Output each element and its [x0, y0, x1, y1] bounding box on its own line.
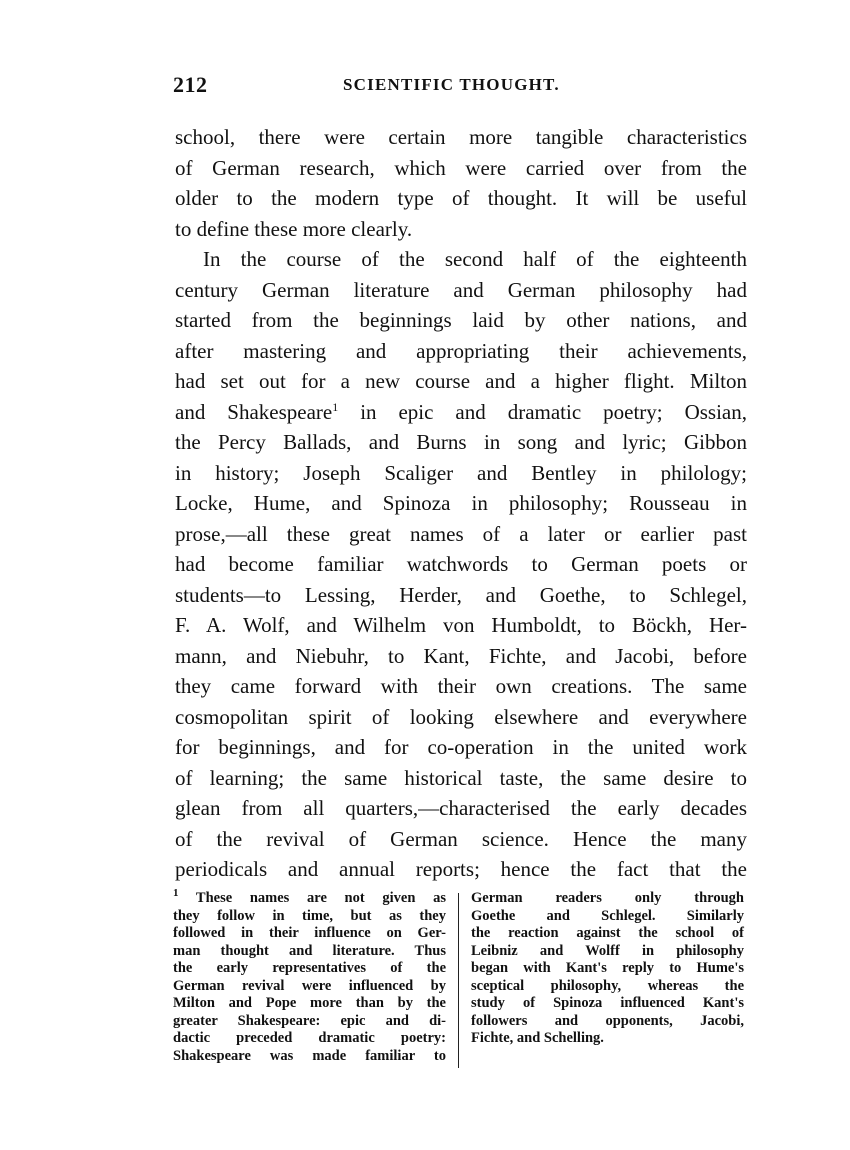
footnote-column-left — [173, 887, 446, 1065]
footnote-line — [173, 887, 446, 908]
footnote-line: Fichte, and Schelling. — [471, 1030, 604, 1046]
running-title: SCIENTIFIC THOUGHT. — [343, 75, 560, 94]
footnote-line: followers and opponents, Jacobi, — [471, 1012, 744, 1029]
footnote-line: Goethe and Schlegel. Similarly — [471, 907, 744, 924]
footnote-line: man thought and literature. Thus — [173, 942, 446, 959]
body-line-start: and Shakespeare — [175, 399, 333, 424]
body-line: for beginnings, and for co-operation in the united work — [175, 735, 747, 759]
body-line: of learning; the same historical taste, the same desire to — [175, 765, 747, 790]
footnote-line-text: These names are not given as — [178, 890, 446, 906]
footnote-line: German readers only through — [471, 890, 744, 906]
footnote-line: began with Kant's reply to Hume's — [471, 960, 744, 976]
body-line: Locke, Hume, and Spinoza in philosophy; Rousseau in — [175, 491, 747, 515]
body-line: in history; Joseph Scaliger and Bentley in philology; — [175, 460, 747, 485]
footnote-line: followed in their influence on Ger- — [173, 925, 446, 941]
footnote-line: German revival were influenced by — [173, 977, 446, 994]
body-line: the Percy Ballads, and Burns in song and lyric; Gibbon — [175, 430, 747, 454]
body-line: glean from all quarters,—characterised the early decades — [175, 796, 747, 820]
footnote-line: study of Spinoza influenced Kant's — [471, 995, 744, 1011]
footnote-line: Leibniz and Wolff in philosophy — [471, 942, 744, 959]
body-line: started from the beginnings laid by other nations, and — [175, 308, 747, 332]
body-line: of the revival of German science. Hence the many — [175, 826, 747, 851]
body-line: periodicals and annual reports; hence the fact that the — [175, 857, 747, 881]
footnote-line: they follow in time, but as they — [173, 907, 446, 924]
body-line: after mastering and appropriating their achievements, — [175, 338, 747, 363]
body-line: had set out for a new course and a higher flight. Milton — [175, 369, 747, 393]
footnotes — [173, 887, 747, 1075]
footnote-line: greater Shakespeare: epic and di- — [173, 1012, 446, 1029]
body-line: mann, and Niebuhr, to Kant, Fichte, and Jacobi, before — [175, 643, 747, 668]
body-line: older to the modern type of thought. It will be useful — [175, 186, 747, 210]
footnote-reference: 1 — [332, 399, 339, 414]
body-line: of German research, which were carried over from the — [175, 155, 747, 180]
paragraph-start-line: In the course of the second half of the eighteenth — [203, 247, 747, 271]
body-line: prose,—all these great names of a later or earlier past — [175, 521, 747, 546]
footnote-line: the reaction against the school of — [471, 925, 744, 941]
body-line: century German literature and German philosophy had — [175, 277, 747, 302]
column-divider — [458, 893, 459, 1068]
running-head — [173, 72, 747, 102]
footnote-line: Milton and Pope more than by the — [173, 995, 446, 1011]
footnote-marker: 1 — [173, 887, 179, 900]
body-line: students—to Lessing, Herder, and Goethe, to Schlegel, — [175, 582, 747, 607]
page-number: 212 — [173, 72, 208, 97]
body-line: cosmopolitan spirit of looking elsewhere and everywhere — [175, 704, 747, 729]
footnote-column-right — [471, 890, 744, 1048]
footnote-line: the early representatives of the — [173, 960, 446, 976]
body-line-end: in epic and dramatic poetry; Ossian, — [338, 399, 747, 424]
footnote-line: Shakespeare was made familiar to — [173, 1047, 446, 1064]
body-line: F. A. Wolf, and Wilhelm von Humboldt, to Böckh, Her- — [175, 613, 747, 637]
body-line: school, there were certain more tangible characteristics — [175, 125, 747, 149]
body-line-with-footnote-ref — [175, 397, 747, 428]
body-text — [175, 122, 747, 885]
body-line: had become familiar watchwords to German poets or — [175, 552, 747, 576]
footnote-line: sceptical philosophy, whereas the — [471, 977, 744, 994]
body-line: to define these more clearly. — [175, 216, 413, 241]
footnote-line: dactic preceded dramatic poetry: — [173, 1030, 446, 1046]
body-line: they came forward with their own creations. The same — [175, 674, 747, 698]
